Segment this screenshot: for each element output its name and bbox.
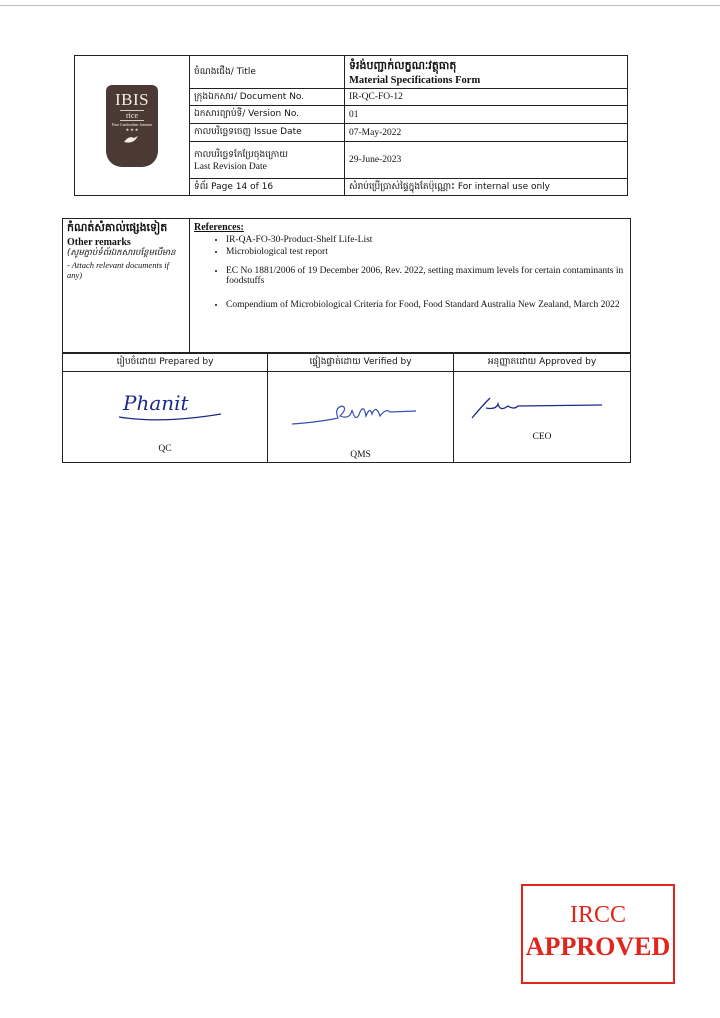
verified-by-label: ផ្ទៀងផ្ទាត់ដោយ Verified by <box>268 354 454 372</box>
document-header-table <box>74 55 628 196</box>
issue-date-label: កាលបរិច្ឆេទចេញ Issue Date <box>190 124 345 142</box>
remarks-note-km: (សូមភ្ជាប់ទំព័រឯកសារបន្ថែមបើមាន <box>67 248 176 258</box>
logo-brand: IBIS <box>114 89 150 109</box>
stamp-line1: IRCC <box>569 902 626 928</box>
remarks-table <box>62 218 631 353</box>
remarks-label-en: Other remarks <box>67 237 131 248</box>
reference-item: • IR-QA-FO-30-Product-Shelf Life-List <box>226 235 626 245</box>
ibis-rice-logo <box>106 85 158 167</box>
prepared-role: QC <box>158 444 172 454</box>
remarks-label-km: កំណត់សំគាល់ផ្សេងទៀត <box>67 221 168 234</box>
prepared-signature-text: Phanit <box>123 391 189 415</box>
prepared-signature-cell <box>63 372 268 463</box>
remarks-label-cell <box>63 219 190 353</box>
usage-note: សំរាប់ប្រើប្រាស់ផ្ទៃក្នុងតែប៉ុណ្ណោះ For internal use only <box>345 179 628 196</box>
approved-role: CEO <box>532 432 552 442</box>
references-cell <box>190 219 631 353</box>
page-top-rule <box>0 5 720 6</box>
doc-no-value: IR-QC-FO-12 <box>345 89 628 106</box>
prepared-signature <box>111 384 231 424</box>
approved-signature <box>468 392 608 422</box>
reference-item: • EC No 1881/2006 of 19 December 2006, Rev. 2022, setting maximum levels for certain contaminants in foodstuffs <box>226 266 626 286</box>
ircc-approved-stamp <box>521 884 675 984</box>
reference-item: • Microbiological test report <box>226 247 626 257</box>
revision-date-label <box>190 142 345 179</box>
references-list <box>194 235 626 310</box>
stamp-line2: APPROVED <box>525 932 671 961</box>
issue-date-value: 07-May-2022 <box>345 124 628 142</box>
title-label: ចំណងជើង/ Title <box>190 56 345 89</box>
verified-role: QMS <box>350 450 371 460</box>
remarks-note-en: - Attach relevant documents if any) <box>67 260 169 280</box>
title-en: Material Specifications Form <box>349 74 481 86</box>
doc-no-label: ក្រុងឯកសារ/ Document No. <box>190 89 345 106</box>
logo-cell <box>75 56 190 196</box>
version-label: ឯកសារព្យាប់ទី/ Version No. <box>190 106 345 124</box>
verified-signature-cell <box>268 372 454 463</box>
revision-date-value: 29-June-2023 <box>345 142 628 179</box>
ibis-bird-icon <box>123 133 141 148</box>
approved-signature-cell <box>454 372 631 463</box>
reference-item: • Compendium of Microbiological Criteria for Food, Food Standard Australia New Zealand, March 2022 <box>226 300 626 310</box>
revision-label-en: Last Revision Date <box>194 161 267 172</box>
title-value <box>345 56 628 89</box>
logo-tagline: Pure Cambodian Jasmine <box>111 121 153 127</box>
approved-by-label: អនុញ្ញាតដោយ Approved by <box>454 354 631 372</box>
logo-stars: ★ ★ ★ <box>125 126 139 132</box>
verified-signature <box>290 394 420 434</box>
signature-table <box>62 353 631 463</box>
version-value: 01 <box>345 106 628 124</box>
logo-sub: rice <box>120 110 144 121</box>
revision-label-km: កាលបរិច្ឆេទកែប្រែចុងក្រោយ <box>194 149 288 160</box>
page-number: ទំព័រ Page 14 of 16 <box>190 179 345 196</box>
prepared-by-label: រៀបចំដោយ Prepared by <box>63 354 268 372</box>
references-title: References: <box>194 222 244 233</box>
title-km: ទំរង់បញ្ជាក់លក្ខណៈវត្ថុធាតុ <box>349 58 457 72</box>
